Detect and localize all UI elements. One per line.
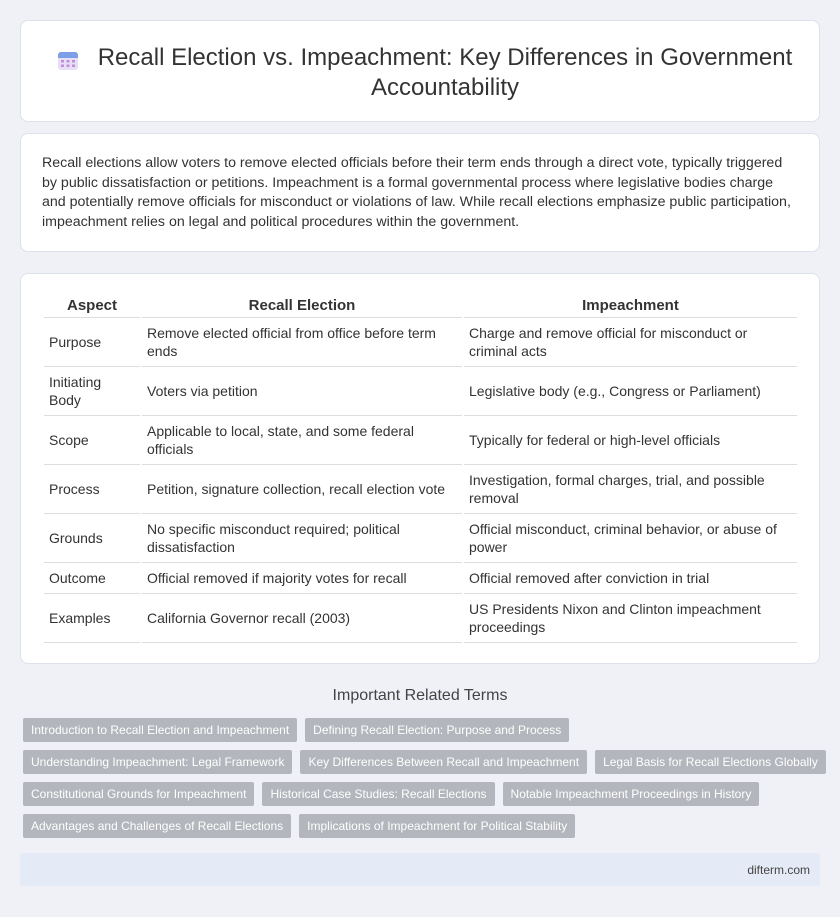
table-row	[44, 318, 797, 367]
cell-aspect: Purpose	[44, 318, 140, 367]
cell-recall: Applicable to local, state, and some federal officials	[142, 416, 462, 465]
cell-aspect: Initiating Body	[44, 367, 140, 416]
table-row	[44, 416, 797, 465]
calendar-icon	[57, 49, 79, 71]
table-row	[44, 563, 797, 594]
comparison-table-card	[20, 273, 820, 664]
table-row	[44, 465, 797, 514]
cell-recall: California Governor recall (2003)	[142, 594, 462, 643]
cell-recall: No specific misconduct required; political dissatisfaction	[142, 514, 462, 563]
related-term-tag[interactable]: Notable Impeachment Proceedings in History	[503, 782, 760, 806]
cell-aspect: Scope	[44, 416, 140, 465]
related-term-tag[interactable]: Defining Recall Election: Purpose and Process	[305, 718, 569, 742]
related-term-tag[interactable]: Implications of Impeachment for Political Stability	[299, 814, 575, 838]
related-term-tag[interactable]: Understanding Impeachment: Legal Framework	[23, 750, 292, 774]
cell-recall: Official removed if majority votes for recall	[142, 563, 462, 594]
intro-paragraph: Recall elections allow voters to remove elected officials before their term ends through a direct vote, typically triggered by public dissatisfaction or petitions. Impeachment is a formal governmental process where legislative bodies charge and potentially remove officials for misconduct or violations of law. While recall elections emphasize public participation, impeachment relies on legal and political procedures within the government.	[42, 155, 791, 230]
cell-impeachment: Typically for federal or high-level officials	[464, 416, 797, 465]
cell-aspect: Examples	[44, 594, 140, 643]
table-row	[44, 514, 797, 563]
header-card	[20, 20, 820, 122]
related-term-tag[interactable]: Key Differences Between Recall and Impeachment	[300, 750, 587, 774]
cell-impeachment: Official removed after conviction in trial	[464, 563, 797, 594]
header-impeachment: Impeachment	[464, 294, 797, 318]
cell-recall: Remove elected official from office before term ends	[142, 318, 462, 367]
footer-site-link[interactable]: difterm.com	[747, 863, 810, 877]
header-recall-election: Recall Election	[142, 294, 462, 318]
comparison-table	[42, 294, 799, 643]
table-row	[44, 594, 797, 643]
cell-impeachment: Official misconduct, criminal behavior, or abuse of power	[464, 514, 797, 563]
related-term-tag[interactable]: Historical Case Studies: Recall Elections	[262, 782, 494, 806]
cell-recall: Voters via petition	[142, 367, 462, 416]
related-term-tag[interactable]: Advantages and Challenges of Recall Elections	[23, 814, 291, 838]
cell-aspect: Process	[44, 465, 140, 514]
related-terms-title: Important Related Terms	[332, 687, 508, 704]
related-term-tag[interactable]: Constitutional Grounds for Impeachment	[23, 782, 254, 806]
cell-impeachment: Legislative body (e.g., Congress or Parliament)	[464, 367, 797, 416]
related-terms-list	[23, 718, 823, 846]
footer	[20, 853, 820, 886]
cell-aspect: Outcome	[44, 563, 140, 594]
table-row	[44, 367, 797, 416]
cell-impeachment: US Presidents Nixon and Clinton impeachment proceedings	[464, 594, 797, 643]
page-title: Recall Election vs. Impeachment: Key Differences in Government Accountability	[97, 44, 793, 101]
cell-recall: Petition, signature collection, recall election vote	[142, 465, 462, 514]
cell-aspect: Grounds	[44, 514, 140, 563]
header-aspect: Aspect	[44, 294, 140, 318]
intro-card	[20, 133, 820, 252]
cell-impeachment: Investigation, formal charges, trial, and possible removal	[464, 465, 797, 514]
related-term-tag[interactable]: Legal Basis for Recall Elections Globally	[595, 750, 826, 774]
cell-impeachment: Charge and remove official for misconduct or criminal acts	[464, 318, 797, 367]
related-term-tag[interactable]: Introduction to Recall Election and Impeachment	[23, 718, 297, 742]
